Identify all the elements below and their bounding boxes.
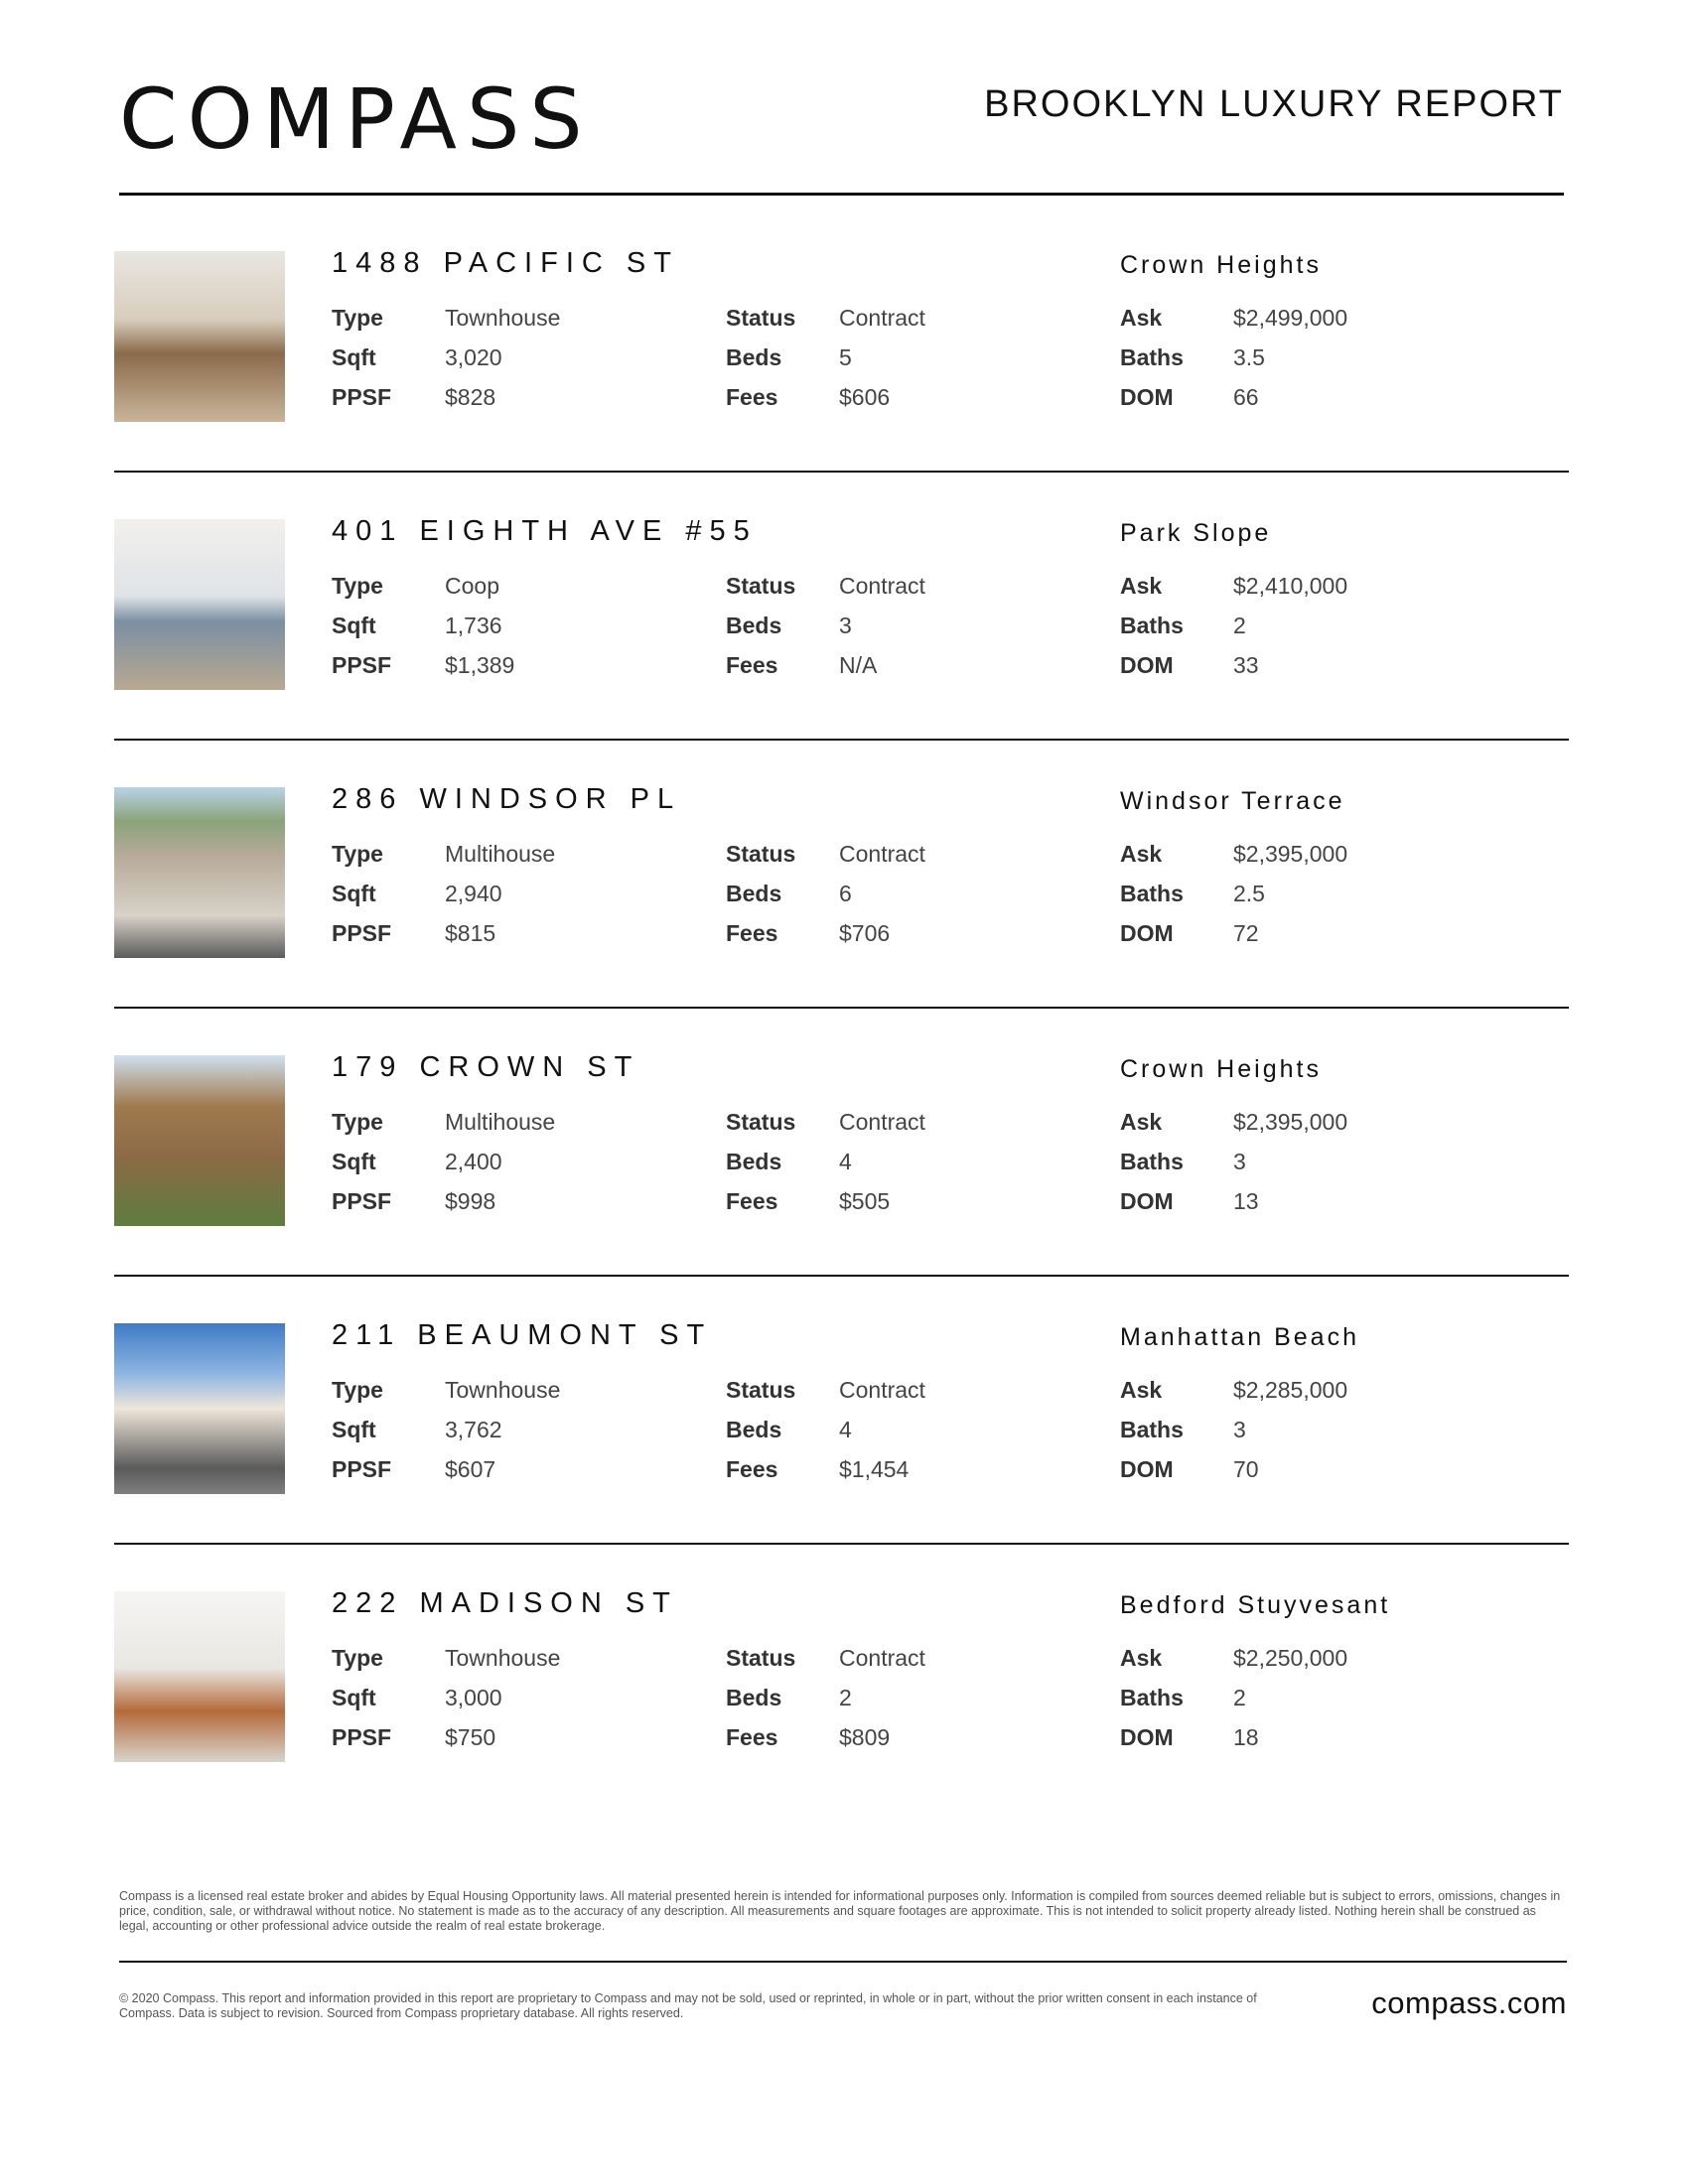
detail-value-type: Multihouse (445, 841, 556, 867)
detail-label-sqft: Sqft (332, 881, 376, 906)
listing-divider (114, 471, 1569, 473)
copyright-notice: © 2020 Compass. This report and information provided in this report are proprietary to Compass and may not be sold, used or reprinted, in whole or in part, without the prior written consent in each instance of Compass. Data is subject to revision. Sourced from Compass proprietary database. All rights reserved. (119, 1991, 1257, 2020)
listing-neighborhood: Manhattan Beach (1120, 1323, 1359, 1351)
detail-label-ask: Ask (1120, 1109, 1163, 1135)
detail-label-fees: Fees (726, 1724, 778, 1750)
listing-photo[interactable] (114, 1323, 285, 1494)
detail-value-ppsf: $1,389 (445, 652, 515, 678)
detail-label-sqft: Sqft (332, 344, 376, 370)
detail-label-ppsf: PPSF (332, 920, 392, 946)
detail-value-ask: $2,395,000 (1233, 841, 1348, 867)
detail-value-beds: 4 (839, 1149, 852, 1174)
detail-value-ask: $2,285,000 (1233, 1377, 1348, 1403)
detail-value-ppsf: $750 (445, 1724, 496, 1750)
detail-label-beds: Beds (726, 1149, 782, 1174)
detail-value-baths: 2.5 (1233, 881, 1265, 906)
listing-address[interactable]: 1488 PACIFIC ST (332, 247, 679, 279)
detail-value-sqft: 3,762 (445, 1417, 502, 1442)
detail-value-type: Coop (445, 573, 499, 599)
listing-neighborhood: Windsor Terrace (1120, 787, 1345, 815)
detail-label-ask: Ask (1120, 305, 1163, 331)
listing-address[interactable]: 179 CROWN ST (332, 1051, 640, 1083)
detail-value-dom: 13 (1233, 1188, 1259, 1214)
detail-label-sqft: Sqft (332, 1417, 376, 1442)
detail-value-fees: $505 (839, 1188, 891, 1214)
detail-label-ask: Ask (1120, 841, 1163, 867)
detail-label-status: Status (726, 841, 796, 867)
detail-value-dom: 70 (1233, 1456, 1259, 1482)
detail-value-fees: $606 (839, 384, 891, 410)
detail-label-fees: Fees (726, 920, 778, 946)
listing-divider (114, 1543, 1569, 1545)
detail-label-dom: DOM (1120, 1456, 1174, 1482)
listing-photo[interactable] (114, 787, 285, 958)
detail-label-type: Type (332, 305, 383, 331)
detail-label-status: Status (726, 1109, 796, 1135)
detail-label-type: Type (332, 1645, 383, 1671)
listing-card[interactable] (114, 1319, 1569, 1592)
detail-value-status: Contract (839, 573, 925, 599)
detail-value-status: Contract (839, 1377, 925, 1403)
detail-label-dom: DOM (1120, 1724, 1174, 1750)
detail-label-status: Status (726, 573, 796, 599)
detail-value-sqft: 2,940 (445, 881, 502, 906)
detail-value-status: Contract (839, 305, 925, 331)
detail-label-ppsf: PPSF (332, 652, 392, 678)
detail-label-baths: Baths (1120, 1417, 1184, 1442)
legal-disclaimer: Compass is a licensed real estate broker and abides by Equal Housing Opportunity laws. All material presented herein is intended for informational purposes only. Information is compiled from sources deemed reliable but is subject to errors, omissions, changes in price, condition, sale, or withdrawal without notice. No statement is made as to the accuracy of any description. All measurements and square footages are approximate. This is not intended to solicit property already listed. Nothing herein shall be construed as legal, accounting or other professional advice outside the realm of real estate brokerage. (119, 1889, 1561, 1933)
detail-label-ask: Ask (1120, 1377, 1163, 1403)
detail-label-type: Type (332, 841, 383, 867)
detail-value-baths: 3 (1233, 1417, 1246, 1442)
detail-value-sqft: 3,020 (445, 344, 502, 370)
detail-label-ask: Ask (1120, 573, 1163, 599)
detail-value-fees: $706 (839, 920, 891, 946)
detail-label-status: Status (726, 305, 796, 331)
listing-card[interactable] (114, 783, 1569, 1056)
detail-label-baths: Baths (1120, 1149, 1184, 1174)
logo-wordmark: COMPASS (119, 70, 593, 168)
detail-label-ppsf: PPSF (332, 384, 392, 410)
detail-label-status: Status (726, 1377, 796, 1403)
listing-neighborhood: Crown Heights (1120, 251, 1322, 279)
detail-label-type: Type (332, 573, 383, 599)
detail-label-fees: Fees (726, 384, 778, 410)
detail-value-sqft: 3,000 (445, 1685, 502, 1710)
detail-label-ppsf: PPSF (332, 1188, 392, 1214)
detail-label-beds: Beds (726, 344, 782, 370)
detail-value-baths: 2 (1233, 1685, 1246, 1710)
listing-card[interactable] (114, 1051, 1569, 1324)
listing-address[interactable]: 286 WINDSOR PL (332, 783, 682, 815)
detail-label-sqft: Sqft (332, 1149, 376, 1174)
detail-label-baths: Baths (1120, 613, 1184, 638)
detail-label-status: Status (726, 1645, 796, 1671)
detail-value-fees: $809 (839, 1724, 891, 1750)
listing-neighborhood: Bedford Stuyvesant (1120, 1591, 1391, 1619)
detail-value-type: Multihouse (445, 1109, 556, 1135)
detail-value-ppsf: $998 (445, 1188, 496, 1214)
detail-label-beds: Beds (726, 613, 782, 638)
detail-value-type: Townhouse (445, 1645, 561, 1671)
detail-value-status: Contract (839, 841, 925, 867)
detail-label-dom: DOM (1120, 920, 1174, 946)
detail-value-fees: N/A (839, 652, 878, 678)
detail-label-dom: DOM (1120, 384, 1174, 410)
detail-label-fees: Fees (726, 652, 778, 678)
listing-address[interactable]: 401 EIGHTH AVE #55 (332, 515, 758, 547)
detail-label-baths: Baths (1120, 881, 1184, 906)
report-title: BROOKLYN LUXURY REPORT (984, 83, 1564, 125)
listing-neighborhood: Crown Heights (1120, 1055, 1322, 1083)
detail-value-beds: 5 (839, 344, 852, 370)
detail-value-dom: 33 (1233, 652, 1259, 678)
detail-value-fees: $1,454 (839, 1456, 910, 1482)
detail-value-beds: 2 (839, 1685, 852, 1710)
detail-value-ask: $2,395,000 (1233, 1109, 1348, 1135)
detail-label-type: Type (332, 1109, 383, 1135)
detail-label-beds: Beds (726, 881, 782, 906)
detail-value-ask: $2,250,000 (1233, 1645, 1348, 1671)
detail-value-status: Contract (839, 1645, 925, 1671)
listing-card[interactable] (114, 515, 1569, 788)
detail-label-sqft: Sqft (332, 1685, 376, 1710)
listing-photo[interactable] (114, 519, 285, 690)
detail-value-dom: 18 (1233, 1724, 1259, 1750)
footer-divider (119, 1961, 1567, 1963)
detail-label-dom: DOM (1120, 1188, 1174, 1214)
detail-value-ppsf: $607 (445, 1456, 496, 1482)
detail-label-type: Type (332, 1377, 383, 1403)
detail-value-baths: 3 (1233, 1149, 1246, 1174)
compass-logo (119, 70, 593, 168)
detail-value-ask: $2,410,000 (1233, 573, 1348, 599)
listing-address[interactable]: 211 BEAUMONT ST (332, 1319, 713, 1351)
detail-label-sqft: Sqft (332, 613, 376, 638)
listing-card[interactable] (114, 247, 1569, 520)
detail-label-ppsf: PPSF (332, 1456, 392, 1482)
detail-label-beds: Beds (726, 1417, 782, 1442)
listing-divider (114, 1275, 1569, 1277)
detail-value-sqft: 2,400 (445, 1149, 502, 1174)
detail-value-status: Contract (839, 1109, 925, 1135)
detail-value-beds: 6 (839, 881, 852, 906)
detail-value-baths: 3.5 (1233, 344, 1265, 370)
detail-value-baths: 2 (1233, 613, 1246, 638)
detail-label-dom: DOM (1120, 652, 1174, 678)
detail-label-ppsf: PPSF (332, 1724, 392, 1750)
website-link[interactable]: compass.com (1371, 1985, 1567, 2020)
listing-card[interactable] (114, 1587, 1569, 1860)
listing-neighborhood: Park Slope (1120, 519, 1272, 547)
detail-value-dom: 66 (1233, 384, 1259, 410)
detail-value-ask: $2,499,000 (1233, 305, 1348, 331)
listing-divider (114, 1007, 1569, 1009)
detail-label-fees: Fees (726, 1188, 778, 1214)
listing-photo[interactable] (114, 1591, 285, 1762)
detail-label-beds: Beds (726, 1685, 782, 1710)
detail-value-sqft: 1,736 (445, 613, 502, 638)
detail-value-ppsf: $828 (445, 384, 496, 410)
detail-value-beds: 3 (839, 613, 852, 638)
listing-address[interactable]: 222 MADISON ST (332, 1587, 678, 1619)
listing-photo[interactable] (114, 1055, 285, 1226)
header-divider (119, 193, 1564, 196)
detail-value-dom: 72 (1233, 920, 1259, 946)
detail-value-beds: 4 (839, 1417, 852, 1442)
detail-label-baths: Baths (1120, 1685, 1184, 1710)
detail-label-fees: Fees (726, 1456, 778, 1482)
detail-label-ask: Ask (1120, 1645, 1163, 1671)
detail-value-type: Townhouse (445, 305, 561, 331)
detail-label-baths: Baths (1120, 344, 1184, 370)
detail-value-ppsf: $815 (445, 920, 496, 946)
listing-divider (114, 739, 1569, 741)
listing-photo[interactable] (114, 251, 285, 422)
detail-value-type: Townhouse (445, 1377, 561, 1403)
